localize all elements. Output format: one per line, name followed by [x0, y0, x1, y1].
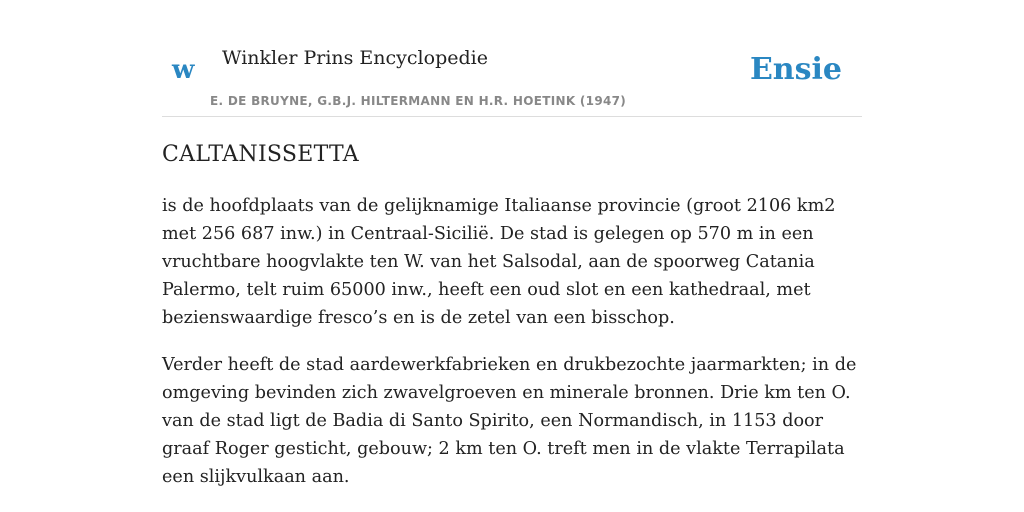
entry-paragraph-2: Verder heeft de stad aardewerkfabrieken en drukbezochte jaarmarkten; in de omgeving bevinden zich zwavelgroeven en minerale bronnen. Drie km ten O. van de stad ligt de Badia di Santo Spirito, een Normandisch, in 1153 door graaf Roger gesticht, gebouw; 2 km ten O. treft men in de vlakte Terrapilata een slijkvulkaan aan. — [162, 355, 857, 487]
page-container — [162, 0, 862, 487]
entry-title: CALTANISSETTA — [162, 142, 359, 167]
entry-paragraph-1: is de hoofdplaats van de gelijknamige Italiaanse provincie (groot 2106 km2 met 256 687 inw.) in Centraal-Sicilië. De stad is gelegen op 570 m in een vruchtbare hoogvlakte ten W. van het Salsodal, aan de spoorweg Catania Palermo, telt ruim 65000 inw., heeft een oud slot en een kathedraal, met bezienswaardige fresco’s en is de zetel van een bisschop. — [162, 196, 836, 328]
site-title[interactable]: Winkler Prins Encyclopedie — [222, 47, 488, 69]
authors-byline: E. DE BRUYNE, G.B.J. HILTERMANN EN H.R. HOETINK (1947) — [210, 94, 627, 108]
ensie-brand-link[interactable]: Ensie — [749, 52, 842, 87]
page-header — [162, 0, 862, 117]
winkler-prins-logo[interactable]: w — [172, 55, 195, 85]
